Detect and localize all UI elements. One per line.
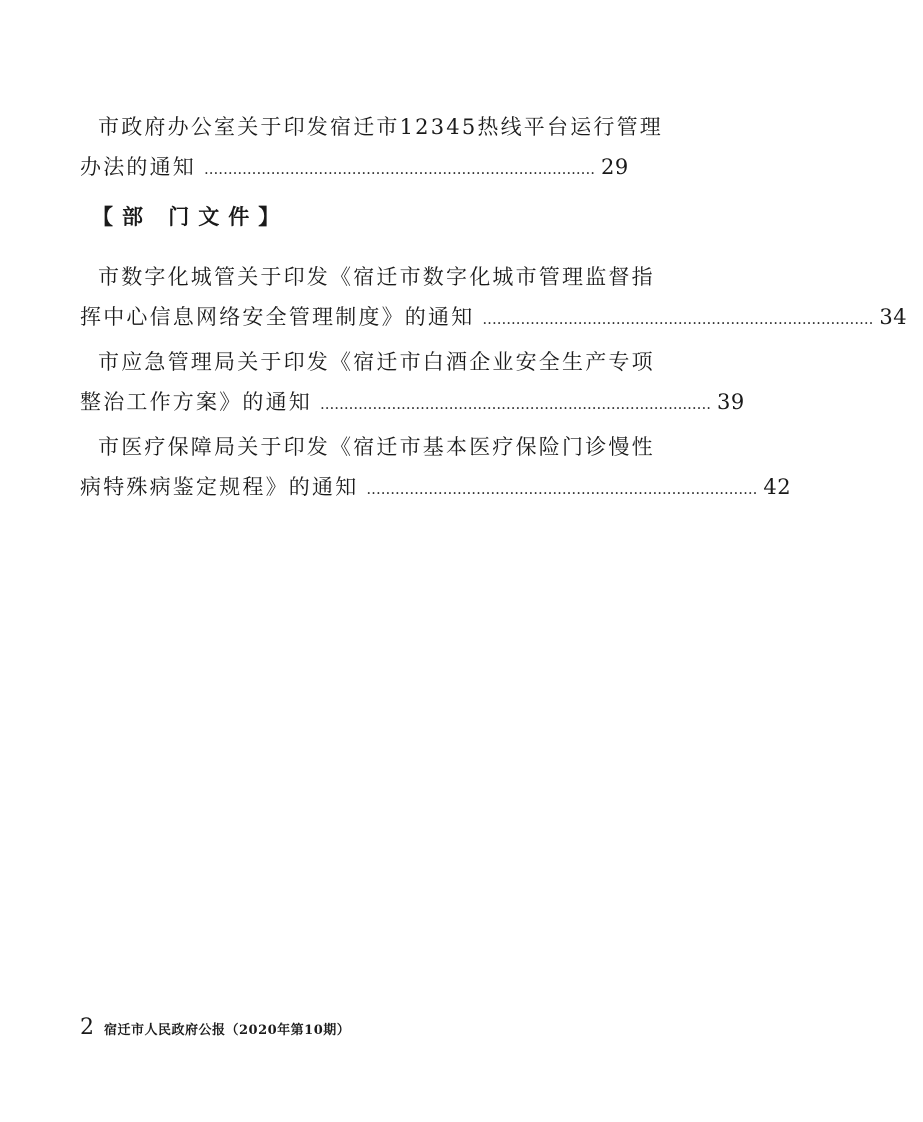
dot-leader: .................................................................................. [320, 395, 711, 413]
toc-entry-title-tail: 办法的通知 [80, 155, 196, 179]
toc-page-number: 34 [879, 305, 908, 329]
toc-page-number: 29 [600, 155, 629, 179]
toc-entry-continuation [80, 147, 629, 187]
dot-leader: .................................................................................. [204, 160, 595, 178]
toc-entry-title: 市政府办公室关于印发宿迁市12345热线平台运行管理 [98, 115, 664, 139]
section-heading: 【部 门文件】 [92, 205, 289, 229]
dot-leader: .................................................................................. [482, 310, 874, 328]
toc-entry [80, 107, 664, 187]
dot-leader: .................................................................................. [366, 480, 758, 498]
toc-entry [80, 257, 908, 337]
toc-entry-title-tail: 病特殊病鉴定规程》的通知 [80, 475, 359, 499]
footer-page-number: 2 [80, 1015, 94, 1040]
toc-page-number: 42 [763, 475, 792, 499]
toc-entry-title: 市应急管理局关于印发《宿迁市白酒企业安全生产专项 [98, 350, 655, 374]
toc-entry-title-tail: 挥中心信息网络安全管理制度》的通知 [80, 305, 475, 329]
toc-entry-continuation [80, 297, 908, 337]
toc-entry-title-tail: 整治工作方案》的通知 [80, 390, 312, 414]
toc-entry-continuation [80, 467, 792, 507]
toc-entry [80, 427, 792, 507]
page-footer [80, 1015, 350, 1045]
toc-entry [80, 342, 745, 422]
toc-entry-continuation [80, 382, 745, 422]
publication-title: 宿迁市人民政府公报（2020年第10期） [104, 1023, 351, 1038]
toc-entry-title: 市数字化城管关于印发《宿迁市数字化城市管理监督指 [98, 265, 655, 289]
toc-page-number: 39 [716, 390, 745, 414]
toc-entry-title: 市医疗保障局关于印发《宿迁市基本医疗保险门诊慢性 [98, 435, 655, 459]
